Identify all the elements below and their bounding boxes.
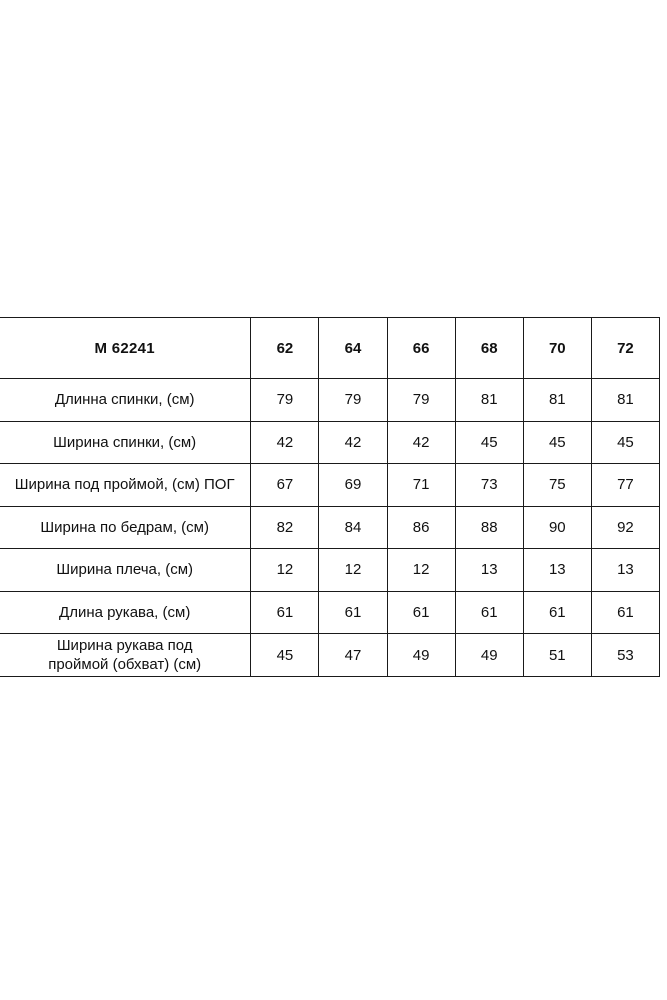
table-cell: 79: [319, 379, 387, 422]
table-cell: 13: [523, 549, 591, 592]
row-label-armhole-width: Ширина под проймой, (см) ПОГ: [0, 464, 251, 507]
table-cell: 45: [591, 421, 659, 464]
size-chart-table: [0, 317, 660, 677]
table-cell: 61: [387, 591, 455, 634]
table-cell: 61: [319, 591, 387, 634]
table-cell: 51: [523, 634, 591, 677]
table-cell: 45: [523, 421, 591, 464]
table-cell: 92: [591, 506, 659, 549]
table-row: [0, 506, 660, 549]
table-cell: 12: [251, 549, 319, 592]
size-header: 68: [455, 318, 523, 379]
model-number: М 62241: [0, 318, 251, 379]
table-cell: 13: [591, 549, 659, 592]
table-cell: 49: [387, 634, 455, 677]
row-label-shoulder-width: Ширина плеча, (см): [0, 549, 251, 592]
row-label-line: Ширина рукава под: [56, 637, 193, 654]
table-cell: 49: [455, 634, 523, 677]
row-label-back-length: Длинна спинки, (см): [0, 379, 251, 422]
table-cell: 86: [387, 506, 455, 549]
table-cell: 81: [455, 379, 523, 422]
table-cell: 61: [591, 591, 659, 634]
table-cell: 90: [523, 506, 591, 549]
row-label-sleeve-length: Длина рукава, (см): [0, 591, 251, 634]
table-cell: 82: [251, 506, 319, 549]
table-cell: 53: [591, 634, 659, 677]
table-cell: 61: [251, 591, 319, 634]
table-cell: 81: [591, 379, 659, 422]
table-cell: 47: [319, 634, 387, 677]
table-cell: 13: [455, 549, 523, 592]
table-cell: 71: [387, 464, 455, 507]
table-cell: 88: [455, 506, 523, 549]
table-row: [0, 634, 660, 677]
table-cell: 84: [319, 506, 387, 549]
header-row: [0, 318, 660, 379]
table-cell: 73: [455, 464, 523, 507]
table-cell: 79: [387, 379, 455, 422]
table-cell: 45: [455, 421, 523, 464]
row-label-line: проймой (обхват) (см): [48, 656, 202, 673]
row-label-sleeve-width: [0, 634, 251, 677]
table-cell: 45: [251, 634, 319, 677]
size-header: 70: [523, 318, 591, 379]
table-row: [0, 464, 660, 507]
table-cell: 67: [251, 464, 319, 507]
row-label-hip-width: Ширина по бедрам, (см): [0, 506, 251, 549]
table-cell: 42: [319, 421, 387, 464]
table-cell: 79: [251, 379, 319, 422]
table-cell: 81: [523, 379, 591, 422]
table-cell: 61: [523, 591, 591, 634]
table-cell: 69: [319, 464, 387, 507]
size-header: 66: [387, 318, 455, 379]
table-cell: 42: [387, 421, 455, 464]
table-cell: 61: [455, 591, 523, 634]
table-row: [0, 549, 660, 592]
size-header: 64: [319, 318, 387, 379]
table-cell: 42: [251, 421, 319, 464]
size-header: 62: [251, 318, 319, 379]
table-row: [0, 421, 660, 464]
table-cell: 12: [387, 549, 455, 592]
table-cell: 12: [319, 549, 387, 592]
table-row: [0, 379, 660, 422]
row-label-back-width: Ширина спинки, (см): [0, 421, 251, 464]
size-header: 72: [591, 318, 659, 379]
table-cell: 77: [591, 464, 659, 507]
table-row: [0, 591, 660, 634]
table-cell: 75: [523, 464, 591, 507]
